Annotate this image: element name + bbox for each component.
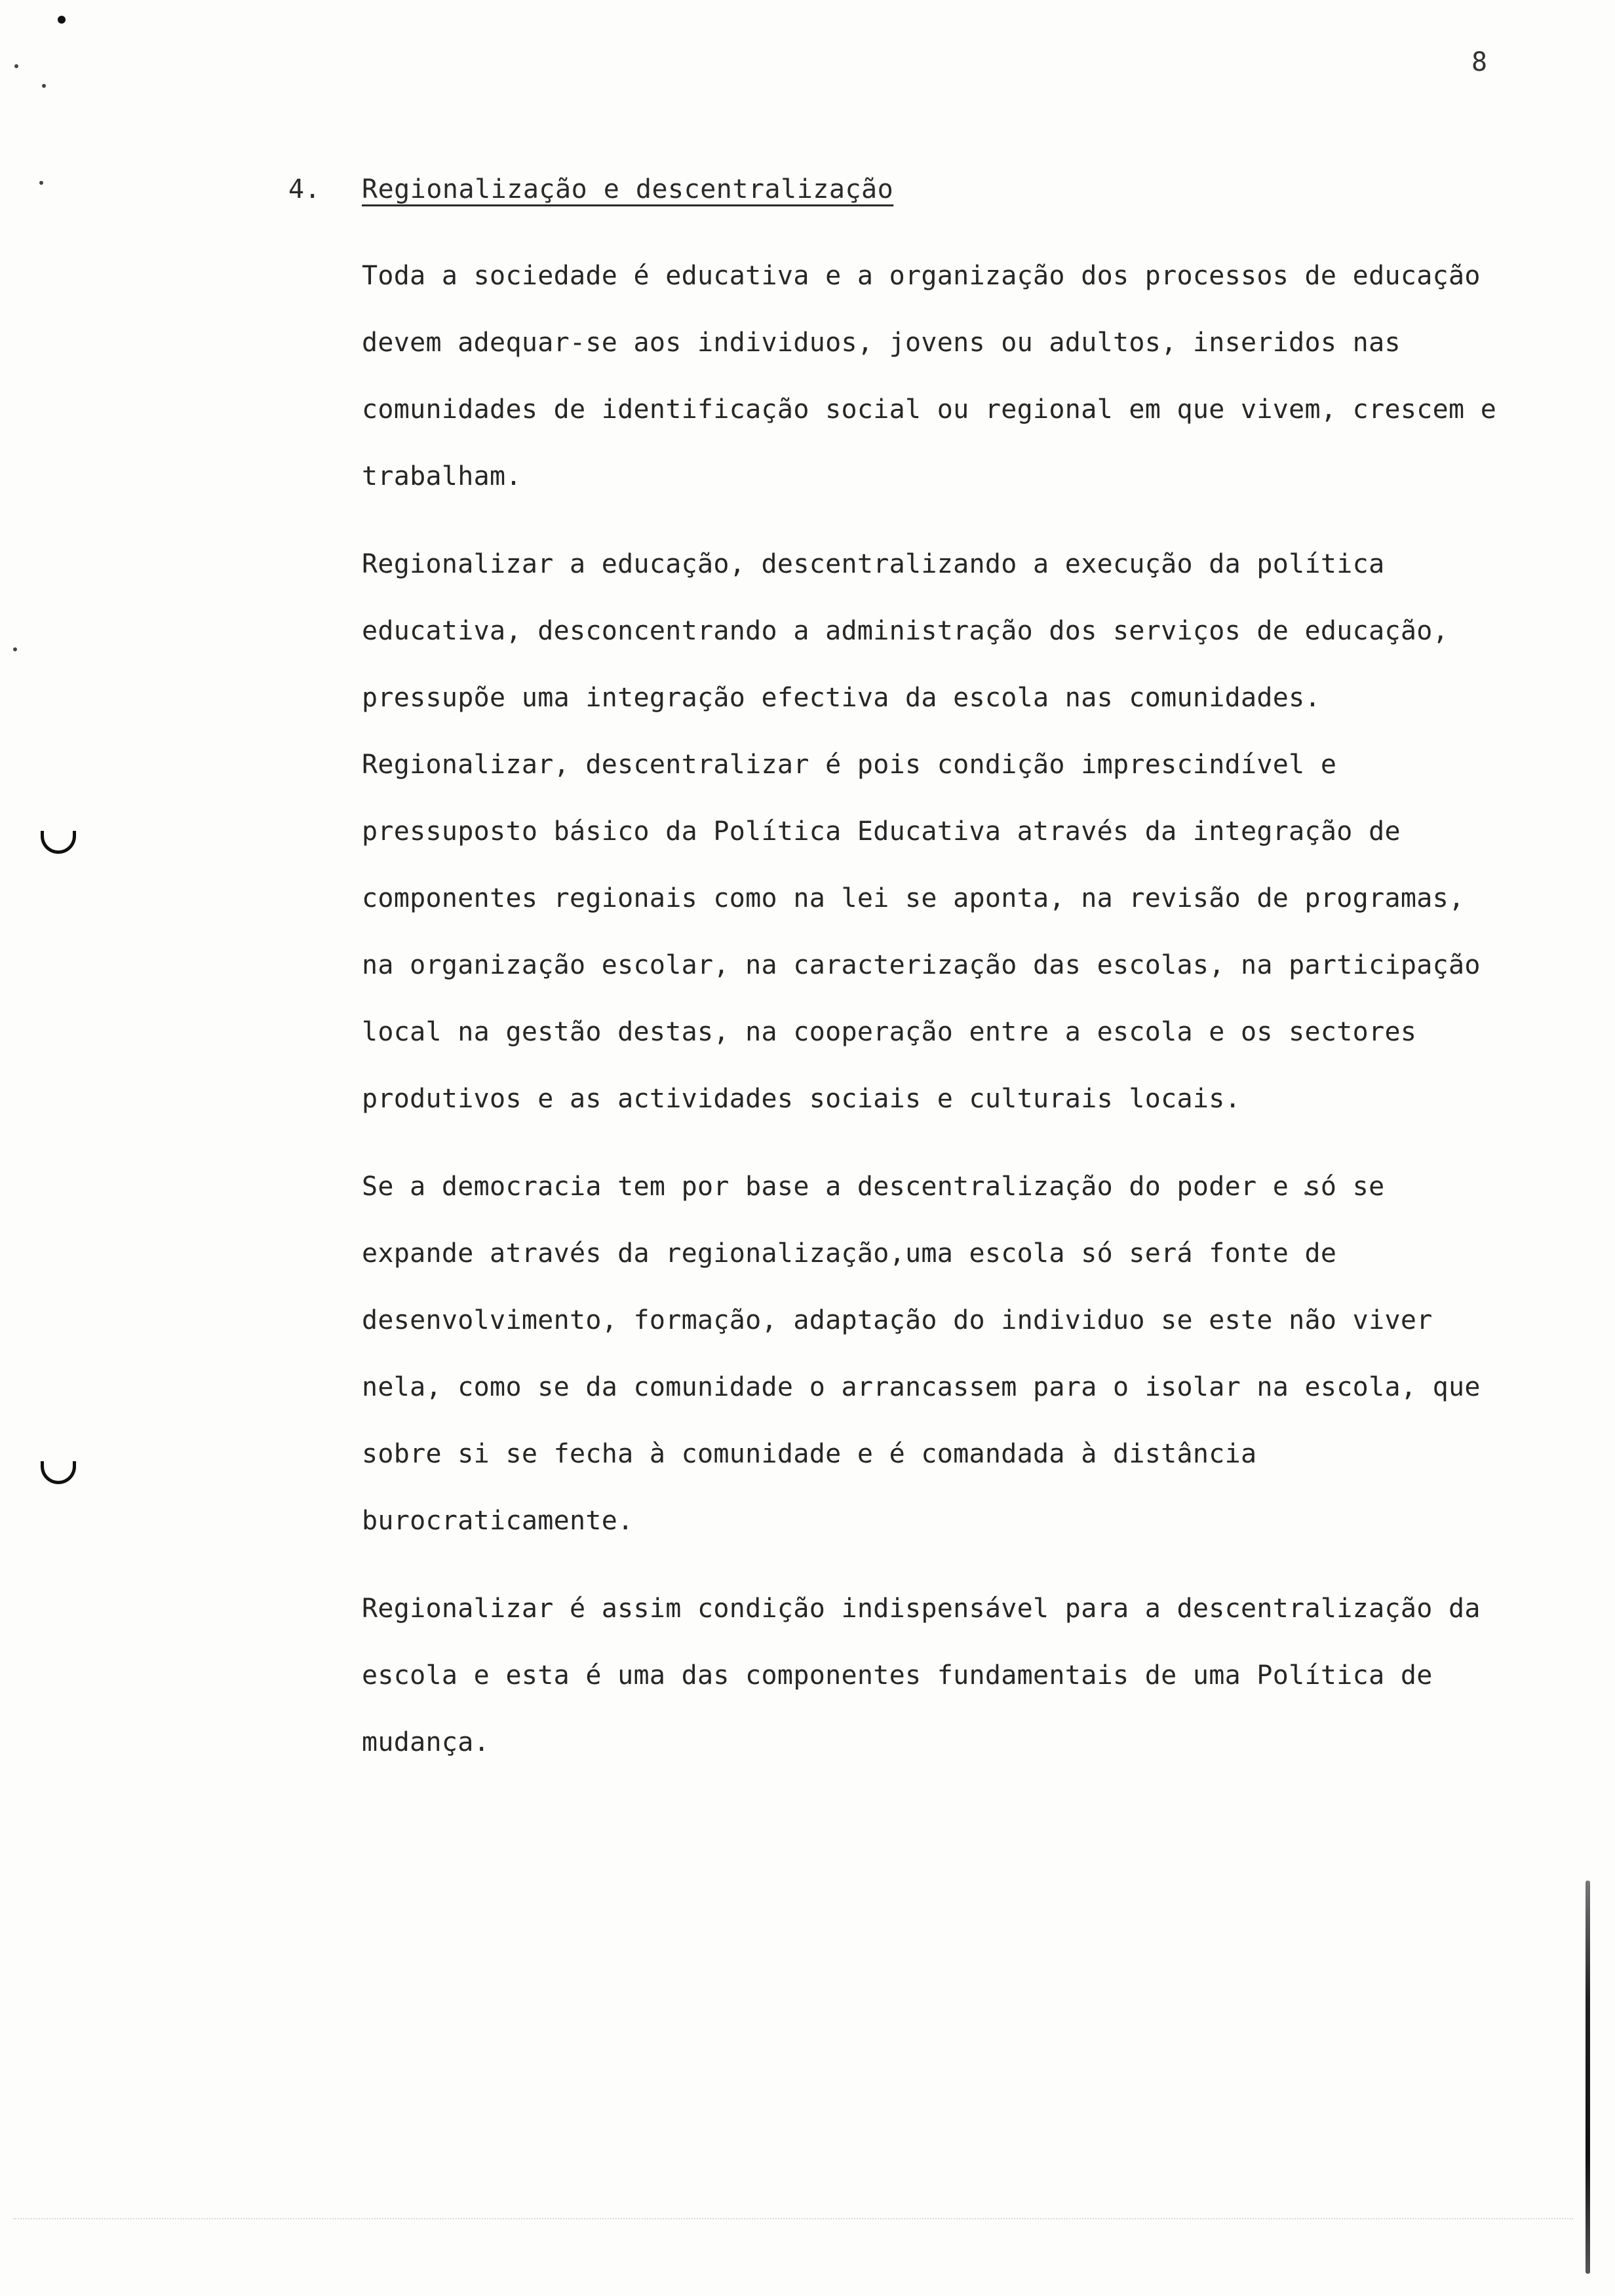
paragraph: Toda a sociedade é educativa e a organização dos processos de educação devem adequar-se aos individuos, jovens ou adultos, inseridos nas comunidades de identificação social ou regional em que vivem, crescem e trabalham.	[362, 261, 1497, 491]
page-edge-shadow	[1586, 1881, 1590, 2274]
section-number: 4.	[288, 174, 321, 204]
scan-speck	[42, 84, 46, 88]
section-body	[362, 242, 1502, 1776]
scan-speck	[14, 64, 18, 68]
section-heading	[288, 174, 1534, 204]
page-number: 8	[1471, 47, 1488, 77]
scan-speck	[39, 181, 43, 185]
scan-bottom-edge	[13, 2218, 1573, 2219]
paragraph: Regionalizar é assim condição indispensável para a descentralização da escola e esta é uma das componentes fundamentais de uma Política de mudança.	[362, 1594, 1481, 1757]
binder-hole-mark	[41, 831, 76, 854]
section-regionalization	[288, 174, 1534, 1797]
binder-hole-mark	[41, 1461, 76, 1484]
paragraph: Se a democracia tem por base a descentralização do poder e só se expande através da regionalização,uma escola só será fonte de desenvolvimento, formação, adaptação do individuo se este não viver nela, como se da comunidade o arrancassem para o isolar na escola, que sobre si se fecha à comunidade e é comandada à distância burocraticamente.	[362, 1172, 1481, 1536]
section-title: Regionalização e descentralização	[362, 174, 894, 204]
scan-speck	[58, 16, 66, 24]
paragraph: Regionalizar a educação, descentralizando a execução da política educativa, desconcentrando a administração dos serviços de educação, pressupõe uma integração efectiva da escola nas comunidades. Regionalizar, descentralizar é pois condição imprescindível e pressuposto básico da Política Educativa através da integração de componentes regionais como na lei se aponta, na revisão de programas, na organização escolar, na caracterização das escolas, na participação local na gestão destas, na cooperação entre a escola e os sectores produtivos e as actividades sociais e culturais locais.	[362, 549, 1481, 1114]
scan-speck	[13, 647, 17, 651]
